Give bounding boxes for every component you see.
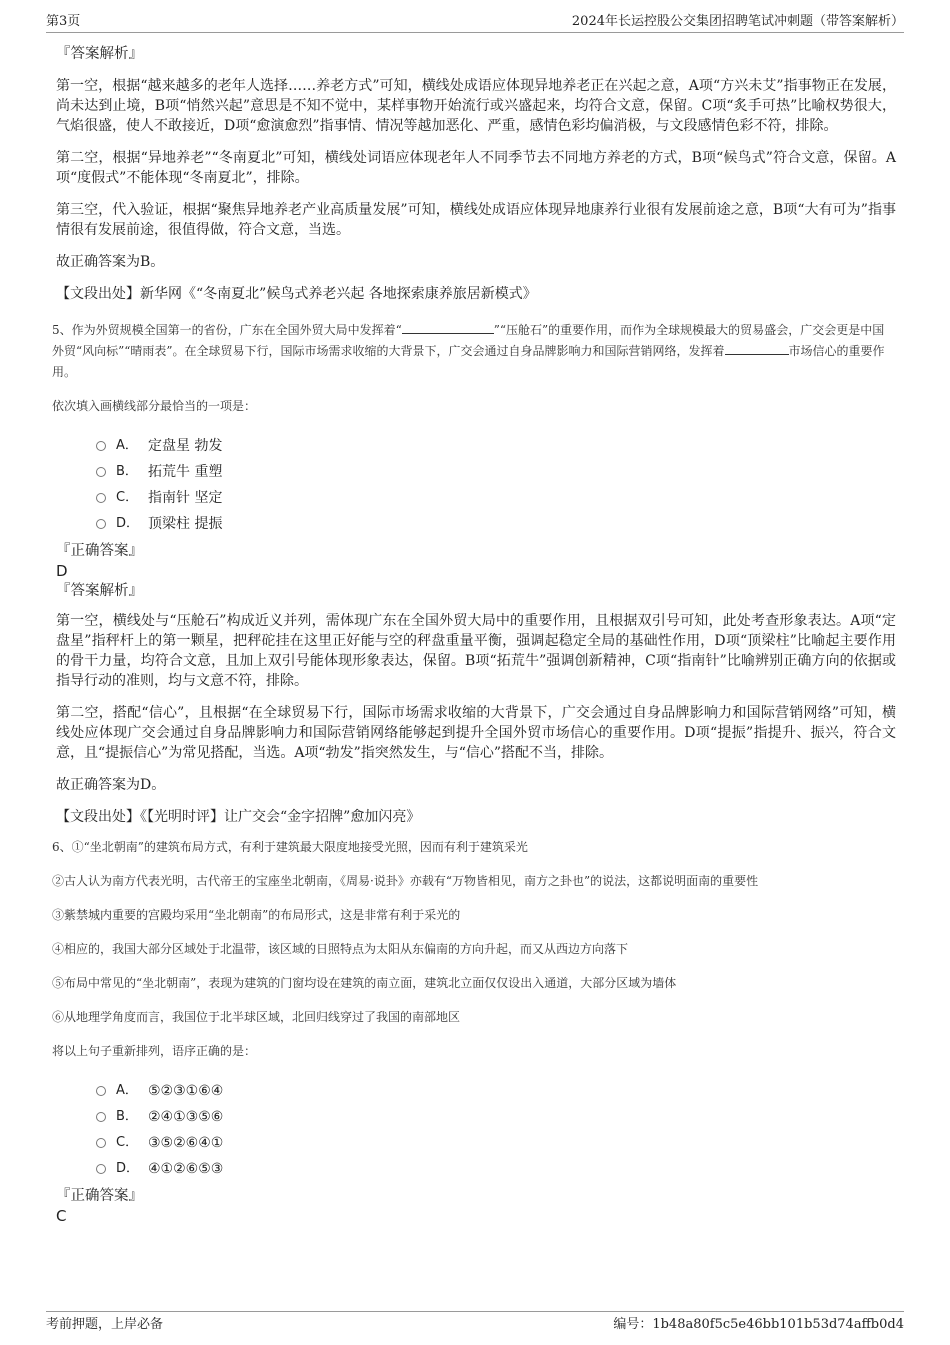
q5-source: 【文段出处】《【光明时评】让广交会“金字招牌”愈加闪亮》 <box>56 809 421 825</box>
radio-button[interactable] <box>96 1086 106 1096</box>
q5-correct-answer: D <box>56 562 68 580</box>
page-footer <box>46 1311 904 1334</box>
q6-sentence: ④相应的，我国大部分区域处于北温带，该区域的日照特点为太阳从东偏南的方向升起，而又从西边方向落下 <box>52 942 629 956</box>
q5-analysis-paragraph: 第二空，搭配“信心”，且根据“在全球贸易下行，国际市场需求收缩的大背景下，广交会通过自身品牌影响力和国际营销网络”可知，横线处应体现广交会通过自身品牌影响力和国际营销网络能够起到提升全国外贸市场信心的重要作用。D项“提振”指提升、振兴，符合文意，且“提振信心”为常见搭配，当选。A项“勃发”指突然发生，与“信心”搭配不当，排除。 <box>56 705 896 761</box>
q6-sentence: ⑥从地理学角度而言，我国位于北半球区域，北回归线穿过了我国的南部地区 <box>52 1010 461 1024</box>
q5-option-b[interactable]: B． 拓荒牛 重塑 <box>96 459 896 485</box>
q6-correct-label: 『正确答案』 <box>56 1188 143 1204</box>
q4-conclusion: 故正确答案为B。 <box>56 254 165 270</box>
q4-analysis-paragraph: 第三空，代入验证，根据“聚焦异地养老产业高质量发展”可知，横线处成语应体现异地康养行业很有发展前途之意，B项“大有可为”指事情很有发展前途，很值得做，符合文意，当选。 <box>56 202 896 238</box>
q6-sentence: ②古人认为南方代表光明，古代帝王的宝座坐北朝南，《周易·说卦》亦载有“万物皆相见，南方之卦也”的说法，这都说明面南的重要性 <box>52 874 759 888</box>
q5-correct-label: 『正确答案』 <box>56 543 143 559</box>
q5-analysis-label: 『答案解析』 <box>56 583 143 599</box>
q6-option-d[interactable]: D． ④①②⑥⑤③ <box>96 1156 896 1182</box>
q5-prompt: 依次填入画横线部分最恰当的一项是： <box>52 399 257 413</box>
radio-button[interactable] <box>96 1112 106 1122</box>
q5-option-a[interactable]: A． 定盘星 勃发 <box>96 433 896 459</box>
q5-conclusion: 故正确答案为D。 <box>56 777 166 793</box>
q4-source: 【文段出处】新华网《“冬南夏北”候鸟式养老兴起 各地探索康养旅居新模式》 <box>56 286 537 302</box>
page-content <box>52 44 896 1226</box>
q6-option-c[interactable]: C． ③⑤②⑥④① <box>96 1130 896 1156</box>
radio-button[interactable] <box>96 519 106 529</box>
radio-button[interactable] <box>96 467 106 477</box>
radio-button[interactable] <box>96 1164 106 1174</box>
q5-option-c[interactable]: C． 指南针 坚定 <box>96 485 896 511</box>
q6-prompt: 将以上句子重新排列，语序正确的是： <box>52 1044 257 1058</box>
q6-option-b[interactable]: B． ②④①③⑤⑥ <box>96 1104 896 1130</box>
document-id: 编号：1b48a80f5c5e46bb101b53d74affb0d4 <box>613 1317 904 1332</box>
q6-sentence: 6、①“坐北朝南”的建筑布局方式，有利于建筑最大限度地接受光照，因而有利于建筑采光 <box>52 840 528 854</box>
radio-button[interactable] <box>96 441 106 451</box>
q6-correct-answer: C <box>56 1207 67 1225</box>
q5-option-d[interactable]: D． 顶梁柱 提振 <box>96 511 896 537</box>
q6-options <box>96 1078 896 1182</box>
q5-options <box>96 433 896 537</box>
radio-button[interactable] <box>96 493 106 503</box>
q5-blank-2 <box>725 343 789 355</box>
footer-slogan: 考前押题，上岸必备 <box>46 1317 164 1332</box>
q6-sentence: ③紫禁城内重要的宫殿均采用“坐北朝南”的布局形式，这是非常有利于采光的 <box>52 908 461 922</box>
q5-stem: 5、作为外贸规模全国第一的省份，广东在全国外贸大局中发挥着“ ”“压舱石”的重要作用，而作为全球规模最大的贸易盛会，广交会更是中国外贸“风向标”“晴雨表”。在全球贸易下行，国际市场需求收缩的大背景下，广交会通过自身品牌影响力和国际营销网络，发挥着 市场信心的重要作用。 <box>52 323 885 379</box>
q6-option-a[interactable]: A． ⑤②③①⑥④ <box>96 1078 896 1104</box>
page-header <box>46 12 904 33</box>
radio-button[interactable] <box>96 1138 106 1148</box>
q4-analysis-label: 『答案解析』 <box>56 46 143 62</box>
q6-sentence: ⑤布局中常见的“坐北朝南”，表现为建筑的门窗均设在建筑的南立面，建筑北立面仅仅设出入通道，大部分区域为墙体 <box>52 976 677 990</box>
page-number: 第3页 <box>46 14 81 29</box>
q4-analysis-paragraph: 第一空，根据“越来越多的老年人选择……养老方式”可知，横线处成语应体现异地养老正在兴起之意，A项“方兴未艾”指事物正在发展，尚未达到止境，B项“悄然兴起”意思是不知不觉中，某样事物开始流行或兴盛起来，均符合文意，保留。C项“炙手可热”比喻权势很大，气焰很盛，使人不敢接近，D项“愈演愈烈”指事情、情况等越加恶化、严重，感情色彩均偏消极，与文段感情色彩不符，排除。 <box>56 78 896 134</box>
q5-blank-1 <box>402 322 494 334</box>
document-title: 2024年长运控股公交集团招聘笔试冲刺题（带答案解析） <box>571 14 904 29</box>
q5-analysis-paragraph: 第一空，横线处与“压舱石”构成近义并列，需体现广东在全国外贸大局中的重要作用，且根据双引号可知，此处考查形象表达。A项“定盘星”指秤杆上的第一颗星，把秤砣挂在这里正好能与空的秤盘重量平衡，强调起稳定全局的基础性作用，D项“顶梁柱”比喻起主要作用的骨干力量，均符合文意，且加上双引号能体现形象表达，保留。B项“拓荒牛”强调创新精神，C项“指南针”比喻辨别正确方向的依据或指导行动的准则，均与文意不符，排除。 <box>56 613 896 689</box>
q4-analysis-paragraph: 第二空，根据“异地养老”“冬南夏北”可知，横线处词语应体现老年人不同季节去不同地方养老的方式，B项“候鸟式”符合文意，保留。A项“度假式”不能体现“冬南夏北”，排除。 <box>56 150 896 186</box>
